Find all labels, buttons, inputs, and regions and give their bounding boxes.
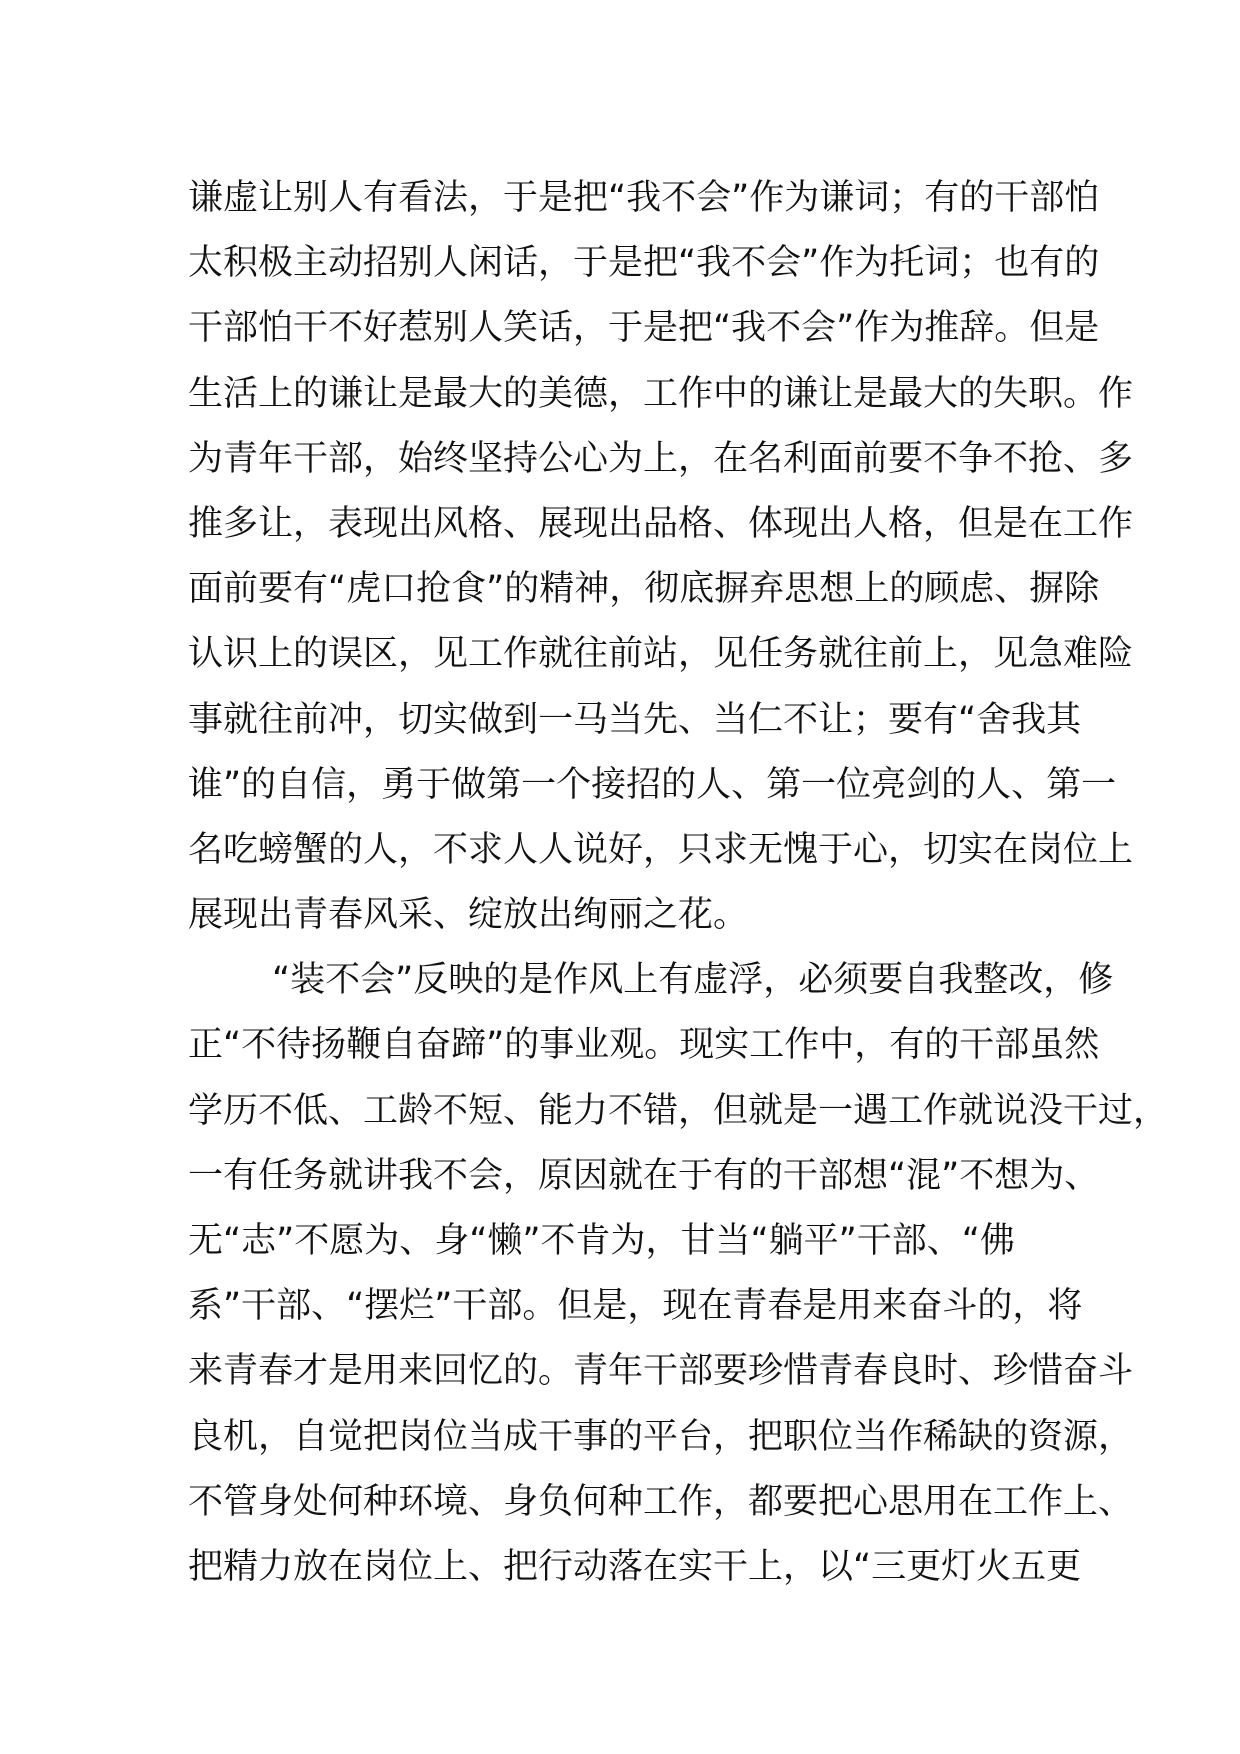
text-line: 学历不低、工龄不短、能力不错，但就是一遇工作就说没干过， <box>188 1090 1169 1131</box>
body-text <box>188 166 1169 1600</box>
text-line: 名吃螃蟹的人，不求人人说好，只求无愧于心，切实在岗位上 <box>188 829 1134 870</box>
text-line: 良机，自觉把岗位当成干事的平台，把职位当作稀缺的资源， <box>188 1416 1134 1457</box>
text-line: 把精力放在岗位上、把行动落在实干上，以“三更灯火五更 <box>188 1546 1082 1587</box>
text-line: 认识上的误区，见工作就往前站，见任务就往前上，见急难险 <box>188 634 1134 675</box>
text-line: 面前要有“虎口抢食”的精神，彻底摒弃思想上的顾虑、摒除 <box>188 569 1100 610</box>
text-line: 为青年干部，始终坚持公心为上，在名利面前要不争不抢、多 <box>188 438 1134 479</box>
text-line: 无“志”不愿为、身“懒”不肯为，甘当“躺平”干部、“佛 <box>188 1221 1015 1261</box>
text-line: 推多让，表现出风格、展现出品格、体现出人格，但是在工作 <box>188 503 1134 544</box>
text-line: 正“不待扬鞭自奋蹄”的事业观。现实工作中，有的干部虽然 <box>188 1025 1100 1066</box>
text-line: 一有任务就讲我不会，原因就在于有的干部想“混”不想为、 <box>188 1155 1100 1196</box>
text-line: 谁”的自信，勇于做第一个接招的人、第一位亮剑的人、第一 <box>188 764 1117 805</box>
text-line: 不管身处何种环境、身负何种工作，都要把心思用在工作上、 <box>188 1481 1134 1522</box>
text-line: 事就往前冲，切实做到一马当先、当仁不让；要有“舍我其 <box>188 699 1082 740</box>
text-line: 展现出青春风采、绽放出绚丽之花。 <box>188 895 749 936</box>
text-line: 干部怕干不好惹别人笑话，于是把“我不会”作为推辞。但是 <box>188 308 1100 349</box>
text-line: 谦虚让别人有看法，于是把“我不会”作为谦词；有的干部怕 <box>188 178 1100 218</box>
text-line: 来青春才是用来回忆的。青年干部要珍惜青春良时、珍惜奋斗 <box>188 1351 1134 1392</box>
text-line: 太积极主动招别人闲话，于是把“我不会”作为托词；也有的 <box>188 243 1100 284</box>
paragraph-first-line: “装不会”反映的是作风上有虚浮，必须要自我整改，修 <box>272 960 1114 1001</box>
text-line: 生活上的谦让是最大的美德，工作中的谦让是最大的失职。作 <box>188 373 1134 414</box>
text-line: 系”干部、“摆烂”干部。但是，现在青春是用来奋斗的，将 <box>188 1286 1083 1327</box>
